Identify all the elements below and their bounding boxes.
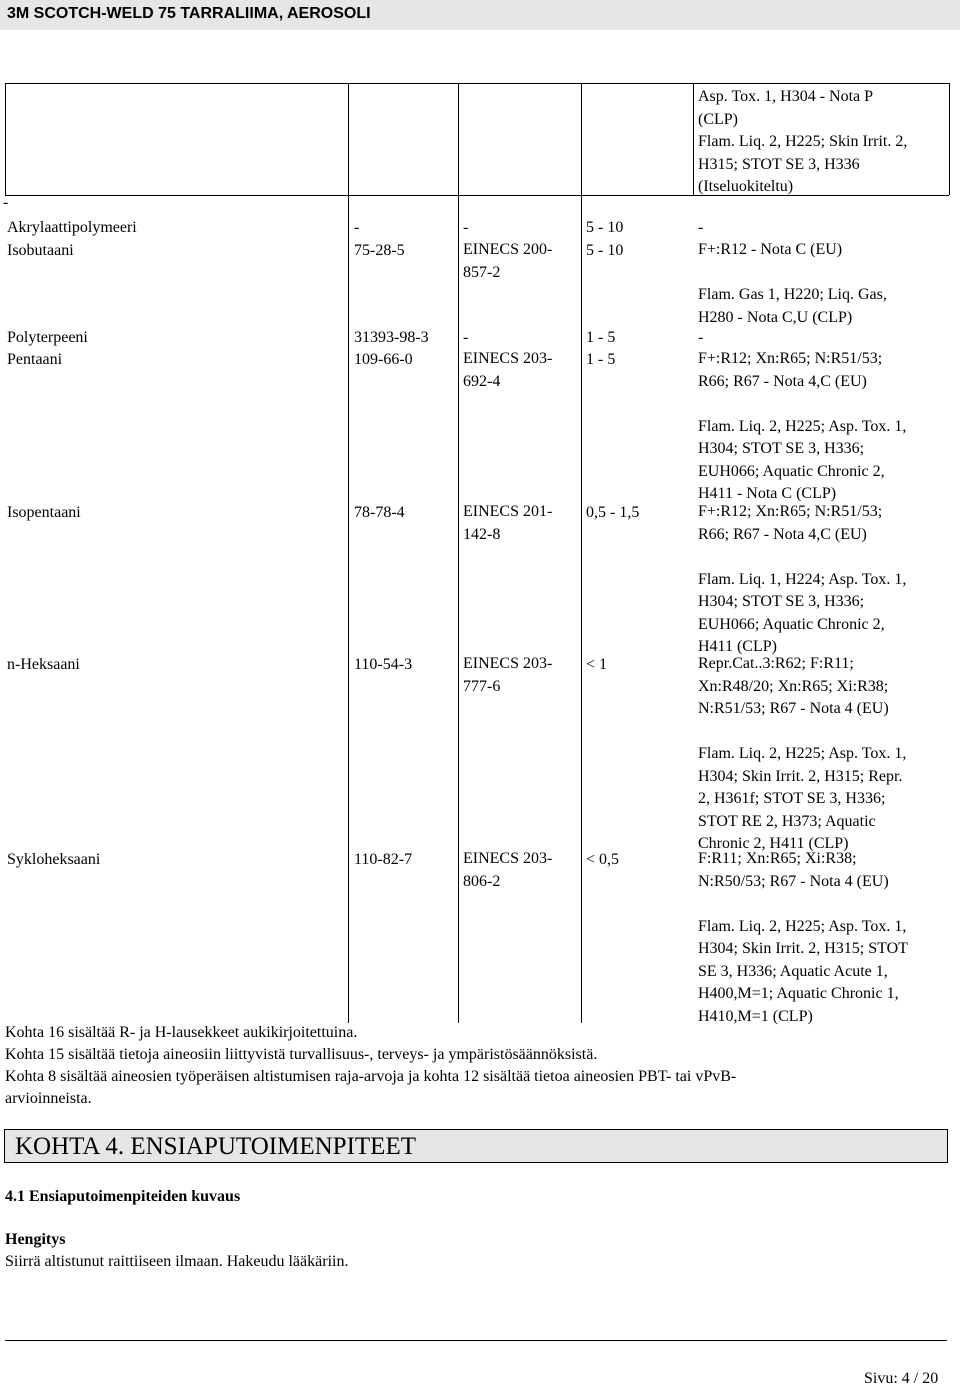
table-row-class: - xyxy=(698,329,704,346)
class-line: 2, H361f; STOT SE 3, H336; xyxy=(698,790,886,807)
class-line: H304; STOT SE 3, H336; xyxy=(698,440,865,457)
class-line: F+:R12; Xn:R65; N:R51/53; xyxy=(698,503,883,520)
ec-line: EINECS 203- xyxy=(463,350,553,367)
table-row-conc: 1 - 5 xyxy=(586,351,616,368)
class-line xyxy=(698,393,906,416)
column-divider-2 xyxy=(458,83,459,1023)
class-line: F+:R12; Xn:R65; N:R51/53; xyxy=(698,350,883,367)
classification-line: H315; STOT SE 3, H336 xyxy=(698,155,860,173)
top-right-classification xyxy=(698,86,907,199)
ec-line: 777-6 xyxy=(463,677,501,695)
class-line xyxy=(698,721,906,744)
column-divider-4 xyxy=(693,83,694,195)
table-row-conc: 1 - 5 xyxy=(586,329,616,346)
table-row-class xyxy=(698,653,906,856)
note-section-15: Kohta 15 sisältää tietoja aineosiin liittyvistä turvallisuus-, terveys- ja ympäristösäännöksistä. xyxy=(5,1046,598,1063)
ec-line: 692-4 xyxy=(463,372,501,390)
table-row-name: n-Heksaani xyxy=(7,656,80,673)
ec-line: EINECS 203- xyxy=(463,655,553,672)
table-row-cas: 110-82-7 xyxy=(354,851,413,868)
section-subtitle: 4.1 Ensiaputoimenpiteiden kuvaus xyxy=(5,1188,241,1205)
table-row-cas: 110-54-3 xyxy=(354,656,413,673)
class-line: Chronic 2, H411 (CLP) xyxy=(698,835,849,852)
column-divider-3 xyxy=(581,83,582,1023)
table-row-class xyxy=(698,848,908,1028)
class-line: STOT RE 2, H373; Aquatic xyxy=(698,812,876,830)
ec-line: EINECS 201- xyxy=(463,503,553,520)
class-line: H411 (CLP) xyxy=(698,638,777,655)
class-line: Flam. Gas 1, H220; Liq. Gas, xyxy=(698,286,887,303)
classification-line: Asp. Tox. 1, H304 - Nota P xyxy=(698,88,874,105)
table-row-name: Isopentaani xyxy=(7,504,81,521)
class-line: F+:R12 - Nota C (EU) xyxy=(698,241,843,258)
table-row-cas: 78-78-4 xyxy=(354,504,405,521)
class-line: N:R51/53; R67 - Nota 4 (EU) xyxy=(698,700,889,717)
document-title: 3M SCOTCH-WELD 75 TARRALIIMA, AEROSOLI xyxy=(7,5,371,22)
table-row-conc: < 1 xyxy=(586,656,608,673)
table-row-name: Pentaani xyxy=(7,351,63,368)
table-row-ec xyxy=(463,501,552,546)
table-row-cas: 75-28-5 xyxy=(354,242,405,259)
class-line: H400,M=1; Aquatic Chronic 1, xyxy=(698,985,899,1002)
class-line: R66; R67 - Nota 4,C (EU) xyxy=(698,525,867,543)
ec-line: 806-2 xyxy=(463,872,501,890)
note-section-16: Kohta 16 sisältää R- ja H-lausekkeet aukikirjoitettuina. xyxy=(5,1024,358,1041)
table-row-conc: 5 - 10 xyxy=(586,219,624,236)
table-row-class xyxy=(698,239,887,329)
table-row-class xyxy=(698,501,906,659)
ec-line: EINECS 203- xyxy=(463,850,553,867)
table-row-name: Isobutaani xyxy=(7,242,74,259)
table-top-border xyxy=(5,83,949,84)
classification-line: Flam. Liq. 2, H225; Skin Irrit. 2, xyxy=(698,133,908,150)
class-line: Flam. Liq. 2, H225; Asp. Tox. 1, xyxy=(698,917,907,935)
table-row-ec xyxy=(463,848,552,893)
document-header-bar xyxy=(0,0,960,30)
class-line: Flam. Liq. 2, H225; Asp. Tox. 1, xyxy=(698,417,907,435)
table-row-name: Polyterpeeni xyxy=(7,329,88,346)
ec-line: EINECS 200- xyxy=(463,241,553,258)
table-row-name: Akrylaattipolymeeri xyxy=(7,219,137,236)
table-row-name: Sykloheksaani xyxy=(7,851,101,868)
table-row-conc: 0,5 - 1,5 xyxy=(586,504,640,521)
class-line xyxy=(698,893,908,916)
dash-marker: - xyxy=(3,194,9,211)
classification-line: (CLP) xyxy=(698,110,738,128)
class-line: Repr.Cat..3:R62; F:R11; xyxy=(698,655,854,672)
class-line: Flam. Liq. 1, H224; Asp. Tox. 1, xyxy=(698,570,907,588)
class-line: H304; Skin Irrit. 2, H315; STOT xyxy=(698,940,908,957)
table-row-conc: 5 - 10 xyxy=(586,242,624,259)
note-section-8: Kohta 8 sisältää aineosien työperäisen altistumisen raja-arvoja ja kohta 12 sisältää tietoa aineosien PBT- tai vPvB- xyxy=(5,1068,737,1085)
table-right-border xyxy=(949,83,950,195)
class-line: EUH066; Aquatic Chronic 2, xyxy=(698,462,885,480)
class-line: F:R11; Xn:R65; Xi:R38; xyxy=(698,850,857,867)
ec-line: 142-8 xyxy=(463,525,501,543)
class-line: H304; Skin Irrit. 2, H315; Repr. xyxy=(698,767,903,785)
table-row-cas: 109-66-0 xyxy=(354,351,413,368)
table-row-cas: 31393-98-3 xyxy=(354,329,429,346)
table-row-ec: - xyxy=(463,329,469,346)
class-line: H304; STOT SE 3, H336; xyxy=(698,593,865,610)
note-section-8-continued: arvioinneista. xyxy=(5,1090,92,1107)
class-line: H410,M=1 (CLP) xyxy=(698,1007,813,1025)
table-row-class xyxy=(698,348,906,506)
class-line: SE 3, H336; Aquatic Acute 1, xyxy=(698,962,888,980)
classification-line: (Itseluokiteltu) xyxy=(698,178,794,195)
class-line: Flam. Liq. 2, H225; Asp. Tox. 1, xyxy=(698,745,907,762)
class-line xyxy=(698,546,906,569)
class-line: H280 - Nota C,U (CLP) xyxy=(698,308,853,326)
class-line: R66; R67 - Nota 4,C (EU) xyxy=(698,372,867,390)
section-title: KOHTA 4. ENSIAPUTOIMENPITEET xyxy=(15,1133,416,1160)
class-line: EUH066; Aquatic Chronic 2, xyxy=(698,615,885,633)
class-line: H411 - Nota C (CLP) xyxy=(698,485,837,502)
table-row-class: - xyxy=(698,219,704,236)
table-row-conc: < 0,5 xyxy=(586,851,620,868)
ec-line: 857-2 xyxy=(463,263,501,281)
column-divider-1 xyxy=(348,83,349,1023)
table-row-ec xyxy=(463,348,552,393)
footer-divider xyxy=(5,1340,947,1341)
class-line xyxy=(698,262,887,285)
inhalation-text: Siirrä altistunut raittiiseen ilmaan. Hakeudu lääkäriin. xyxy=(5,1253,349,1270)
table-row-ec xyxy=(463,653,552,698)
inhalation-heading: Hengitys xyxy=(5,1231,66,1248)
class-line: N:R50/53; R67 - Nota 4 (EU) xyxy=(698,872,889,890)
class-line: Xn:R48/20; Xn:R65; Xi:R38; xyxy=(698,677,889,695)
table-row-cas: - xyxy=(354,219,360,236)
page-number: Sivu: 4 / 20 xyxy=(864,1370,939,1387)
table-left-border xyxy=(5,83,6,195)
table-row-ec xyxy=(463,239,552,284)
section-header-box xyxy=(4,1129,948,1163)
table-row-ec: - xyxy=(463,219,469,236)
